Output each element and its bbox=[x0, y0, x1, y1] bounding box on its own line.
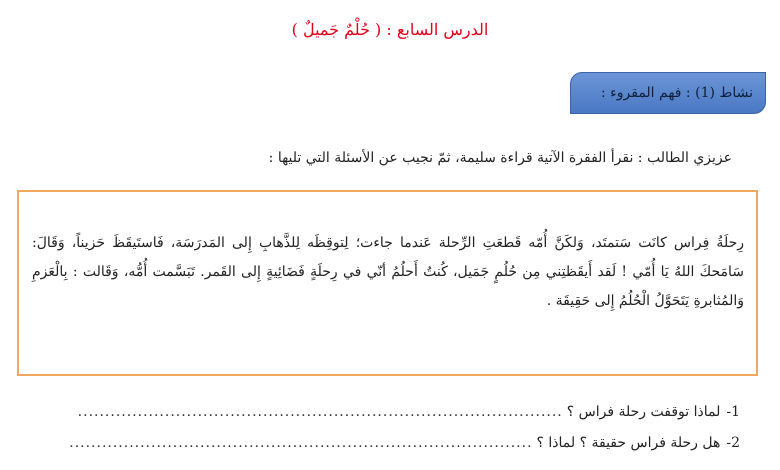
question-number: 1- bbox=[726, 404, 740, 420]
question-number: 2- bbox=[726, 435, 740, 451]
question-text: لماذا توقفت رحلة فراس ؟ bbox=[566, 404, 721, 420]
question-text: هل رحلة فراس حقيقة ؟ لماذا ؟ bbox=[536, 435, 721, 451]
answer-line[interactable]: ..................................................................................... bbox=[69, 435, 533, 451]
answer-line[interactable]: ......................................................................................... bbox=[77, 404, 563, 420]
passage-text: رِحلَةُ فِراس كانَت سَتمتَد، وَلكَنَّ أُمّه قَطعَتِ الرِّحلة عَندما جاءت؛ لِتوقِظَه لِلذَّهابِ إِلى المَدرَسَة، فَاستَيقَظَ حَزيناً، وَقَالَ: سَامَحكَ اللهُ يَا أُمّي ! لَقد أَيقَظتِني مِن حُلُمٍ جَمَيل، كُنتُ أَحلُمُ أنّي في رِحلَةٍ فَضَائِيةٍ إِلى القَمر. تَبَسَّمت أُمُّه، وَقَالت : بِالْعَزمِ وَالمُثابرةِ يَتَحَوَّلُ الْحُلُمُ إِلى حَقِيقَة . bbox=[32, 235, 744, 309]
passage-box bbox=[17, 190, 758, 376]
question-1 bbox=[20, 404, 740, 420]
instruction-text: عزيزي الطالب : نقرأ الفقرة الآتية قراءة سليمة، ثمّ نجيب عن الأسئلة التي تليها : bbox=[268, 150, 732, 166]
lesson-title: الدرس السابع : ( حُلْمٌ جَميلٌ ) bbox=[291, 20, 489, 39]
activity-banner: نشاط (1) : فهم المقروء : bbox=[570, 72, 766, 114]
question-2 bbox=[20, 435, 740, 451]
